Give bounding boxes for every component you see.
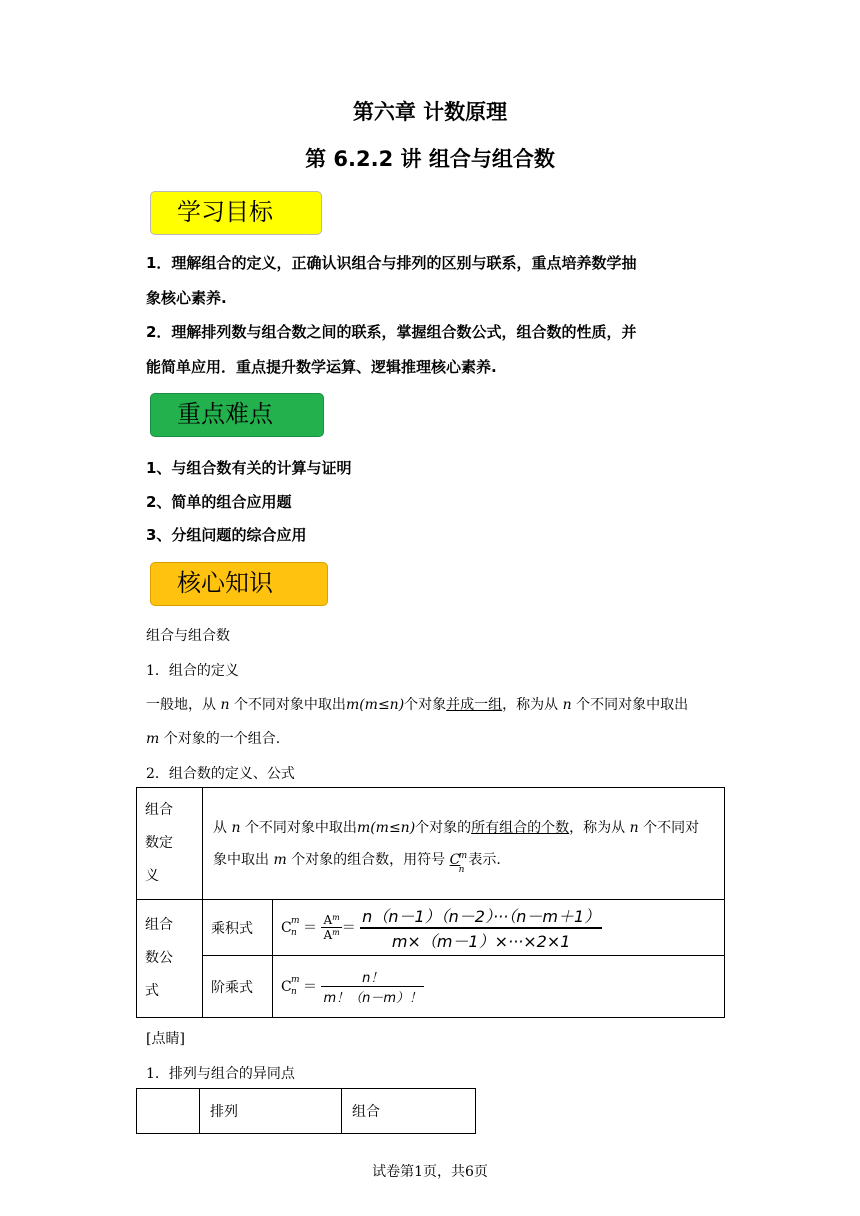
combination-table bbox=[136, 787, 725, 1018]
goal-item-1-line1: 1．理解组合的定义，正确认识组合与排列的区别与联系，重点培养数学抽 bbox=[146, 254, 637, 272]
condition: (m≤n) bbox=[359, 697, 405, 713]
goal-item-2-line2: 能简单应用．重点提升数学运算、逻辑推理核心素养. bbox=[146, 358, 497, 376]
text: 从 bbox=[213, 819, 227, 836]
goal-item-1-line2: 象核心素养. bbox=[146, 289, 227, 307]
key-points-badge: 重点难点 bbox=[150, 393, 324, 437]
key-point-2: 2、简单的组合应用题 bbox=[146, 493, 292, 511]
permutation-ratio bbox=[321, 913, 341, 942]
symbol-sup: m bbox=[458, 850, 468, 861]
factorial-formula-cell bbox=[273, 956, 725, 1018]
definition-text-line1 bbox=[213, 812, 723, 844]
combination-symbol bbox=[450, 844, 469, 876]
core-knowledge-badge: 核心知识 bbox=[150, 562, 328, 606]
text: 表示. bbox=[468, 851, 501, 868]
var-m: m bbox=[146, 731, 160, 747]
goal-item-2-line1: 2．理解排列数与组合数之间的联系，掌握组合数公式，组合数的性质，并 bbox=[146, 323, 637, 341]
a-symbol: A bbox=[323, 913, 333, 927]
product-fraction bbox=[360, 904, 602, 952]
symbol-c: C bbox=[281, 919, 292, 936]
sup-m: m bbox=[291, 915, 300, 926]
condition: (m≤n) bbox=[370, 819, 416, 836]
factorial-formula bbox=[281, 971, 424, 1006]
sub-n: n bbox=[291, 986, 297, 997]
definition-title: 1．组合的定义 bbox=[146, 663, 239, 679]
text: 个对象的组合数，用符号 bbox=[291, 851, 446, 868]
comparison-header-permutation: 排列 bbox=[200, 1089, 342, 1134]
formula-label-cell bbox=[137, 900, 203, 1018]
ratio-denominator bbox=[321, 928, 341, 942]
label-line: 组合 bbox=[145, 802, 173, 818]
underlined-term: 所有组合的个数 bbox=[471, 819, 570, 836]
key-point-1: 1、与组合数有关的计算与证明 bbox=[146, 459, 352, 477]
underlined-term: 并成一组 bbox=[446, 697, 503, 713]
factorial-numerator: n！ bbox=[321, 967, 424, 987]
text: 个不同对象中取出 bbox=[576, 697, 689, 713]
key-point-3: 3、分组问题的综合应用 bbox=[146, 526, 307, 544]
product-numerator: n（n－1）（n－2）···（n－m＋1） bbox=[360, 904, 602, 929]
var-m: m bbox=[273, 851, 287, 868]
equals: ＝ bbox=[303, 978, 317, 995]
sup-sub: m bbox=[332, 913, 340, 922]
var-n: n bbox=[562, 697, 572, 713]
product-formula-cell bbox=[273, 900, 725, 956]
text: 个不同对象中取出 bbox=[244, 819, 357, 836]
definition-paragraph-line2 bbox=[146, 728, 280, 748]
label-line: 数公 bbox=[145, 950, 173, 966]
sup-sub: m bbox=[332, 928, 340, 937]
var-m: m bbox=[345, 697, 360, 713]
var-n: n bbox=[220, 697, 230, 713]
ratio-numerator bbox=[321, 913, 341, 928]
var-m: m bbox=[356, 819, 371, 836]
text: 个对象 bbox=[404, 697, 447, 713]
label-line: 组合 bbox=[145, 917, 173, 933]
var-n: n bbox=[629, 819, 639, 836]
lhs bbox=[281, 974, 303, 997]
equals: ＝ bbox=[303, 919, 317, 936]
factorial-fraction bbox=[321, 967, 424, 1006]
text: 象中取出 bbox=[213, 851, 269, 868]
a-symbol: A bbox=[323, 928, 333, 942]
text: ，称为从 bbox=[502, 697, 559, 713]
var-n: n bbox=[231, 819, 241, 836]
text: 个不同对象中取出 bbox=[233, 697, 346, 713]
equals: ＝ bbox=[341, 919, 356, 936]
factorial-form-label: 阶乘式 bbox=[203, 956, 273, 1018]
label-line: 式 bbox=[145, 983, 159, 999]
definition-text-line2 bbox=[213, 844, 723, 876]
product-denominator: m×（m－1）×···×2×1 bbox=[391, 931, 571, 951]
sub-n: n bbox=[291, 927, 297, 938]
product-form-label: 乘积式 bbox=[203, 900, 273, 956]
definition-text-cell bbox=[203, 788, 725, 900]
formula-title: 2．组合数的定义、公式 bbox=[146, 766, 295, 782]
goals-badge: 学习目标 bbox=[150, 191, 322, 235]
comparison-table bbox=[136, 1088, 476, 1134]
text: 个对象的 bbox=[415, 819, 472, 836]
comparison-header-empty bbox=[137, 1089, 200, 1134]
note-title: 1．排列与组合的异同点 bbox=[146, 1066, 295, 1082]
comparison-header-combination: 组合 bbox=[342, 1089, 476, 1134]
note-label: [点睛] bbox=[146, 1031, 185, 1047]
text: ，称为从 bbox=[569, 819, 626, 836]
knowledge-heading: 组合与组合数 bbox=[146, 628, 230, 644]
lhs bbox=[281, 915, 303, 938]
text: 个不同对 bbox=[643, 819, 700, 836]
page-footer: 试卷第1页，共6页 bbox=[372, 1164, 488, 1180]
chapter-title: 第六章 计数原理 bbox=[352, 100, 508, 124]
symbol-c: C bbox=[281, 978, 292, 995]
lesson-title: 第 6.2.2 讲 组合与组合数 bbox=[305, 147, 555, 171]
text: 个对象的一个组合. bbox=[163, 731, 281, 747]
symbol-c: C bbox=[449, 851, 461, 868]
text: 一般地，从 bbox=[146, 697, 216, 713]
label-line: 数定 bbox=[145, 835, 173, 851]
definition-label-cell bbox=[137, 788, 203, 900]
sup-m: m bbox=[291, 974, 300, 985]
label-line: 义 bbox=[145, 868, 159, 884]
symbol-sub: n bbox=[458, 864, 465, 875]
definition-paragraph-line1 bbox=[146, 694, 688, 714]
factorial-denominator: m！（n－m）！ bbox=[323, 991, 423, 1006]
